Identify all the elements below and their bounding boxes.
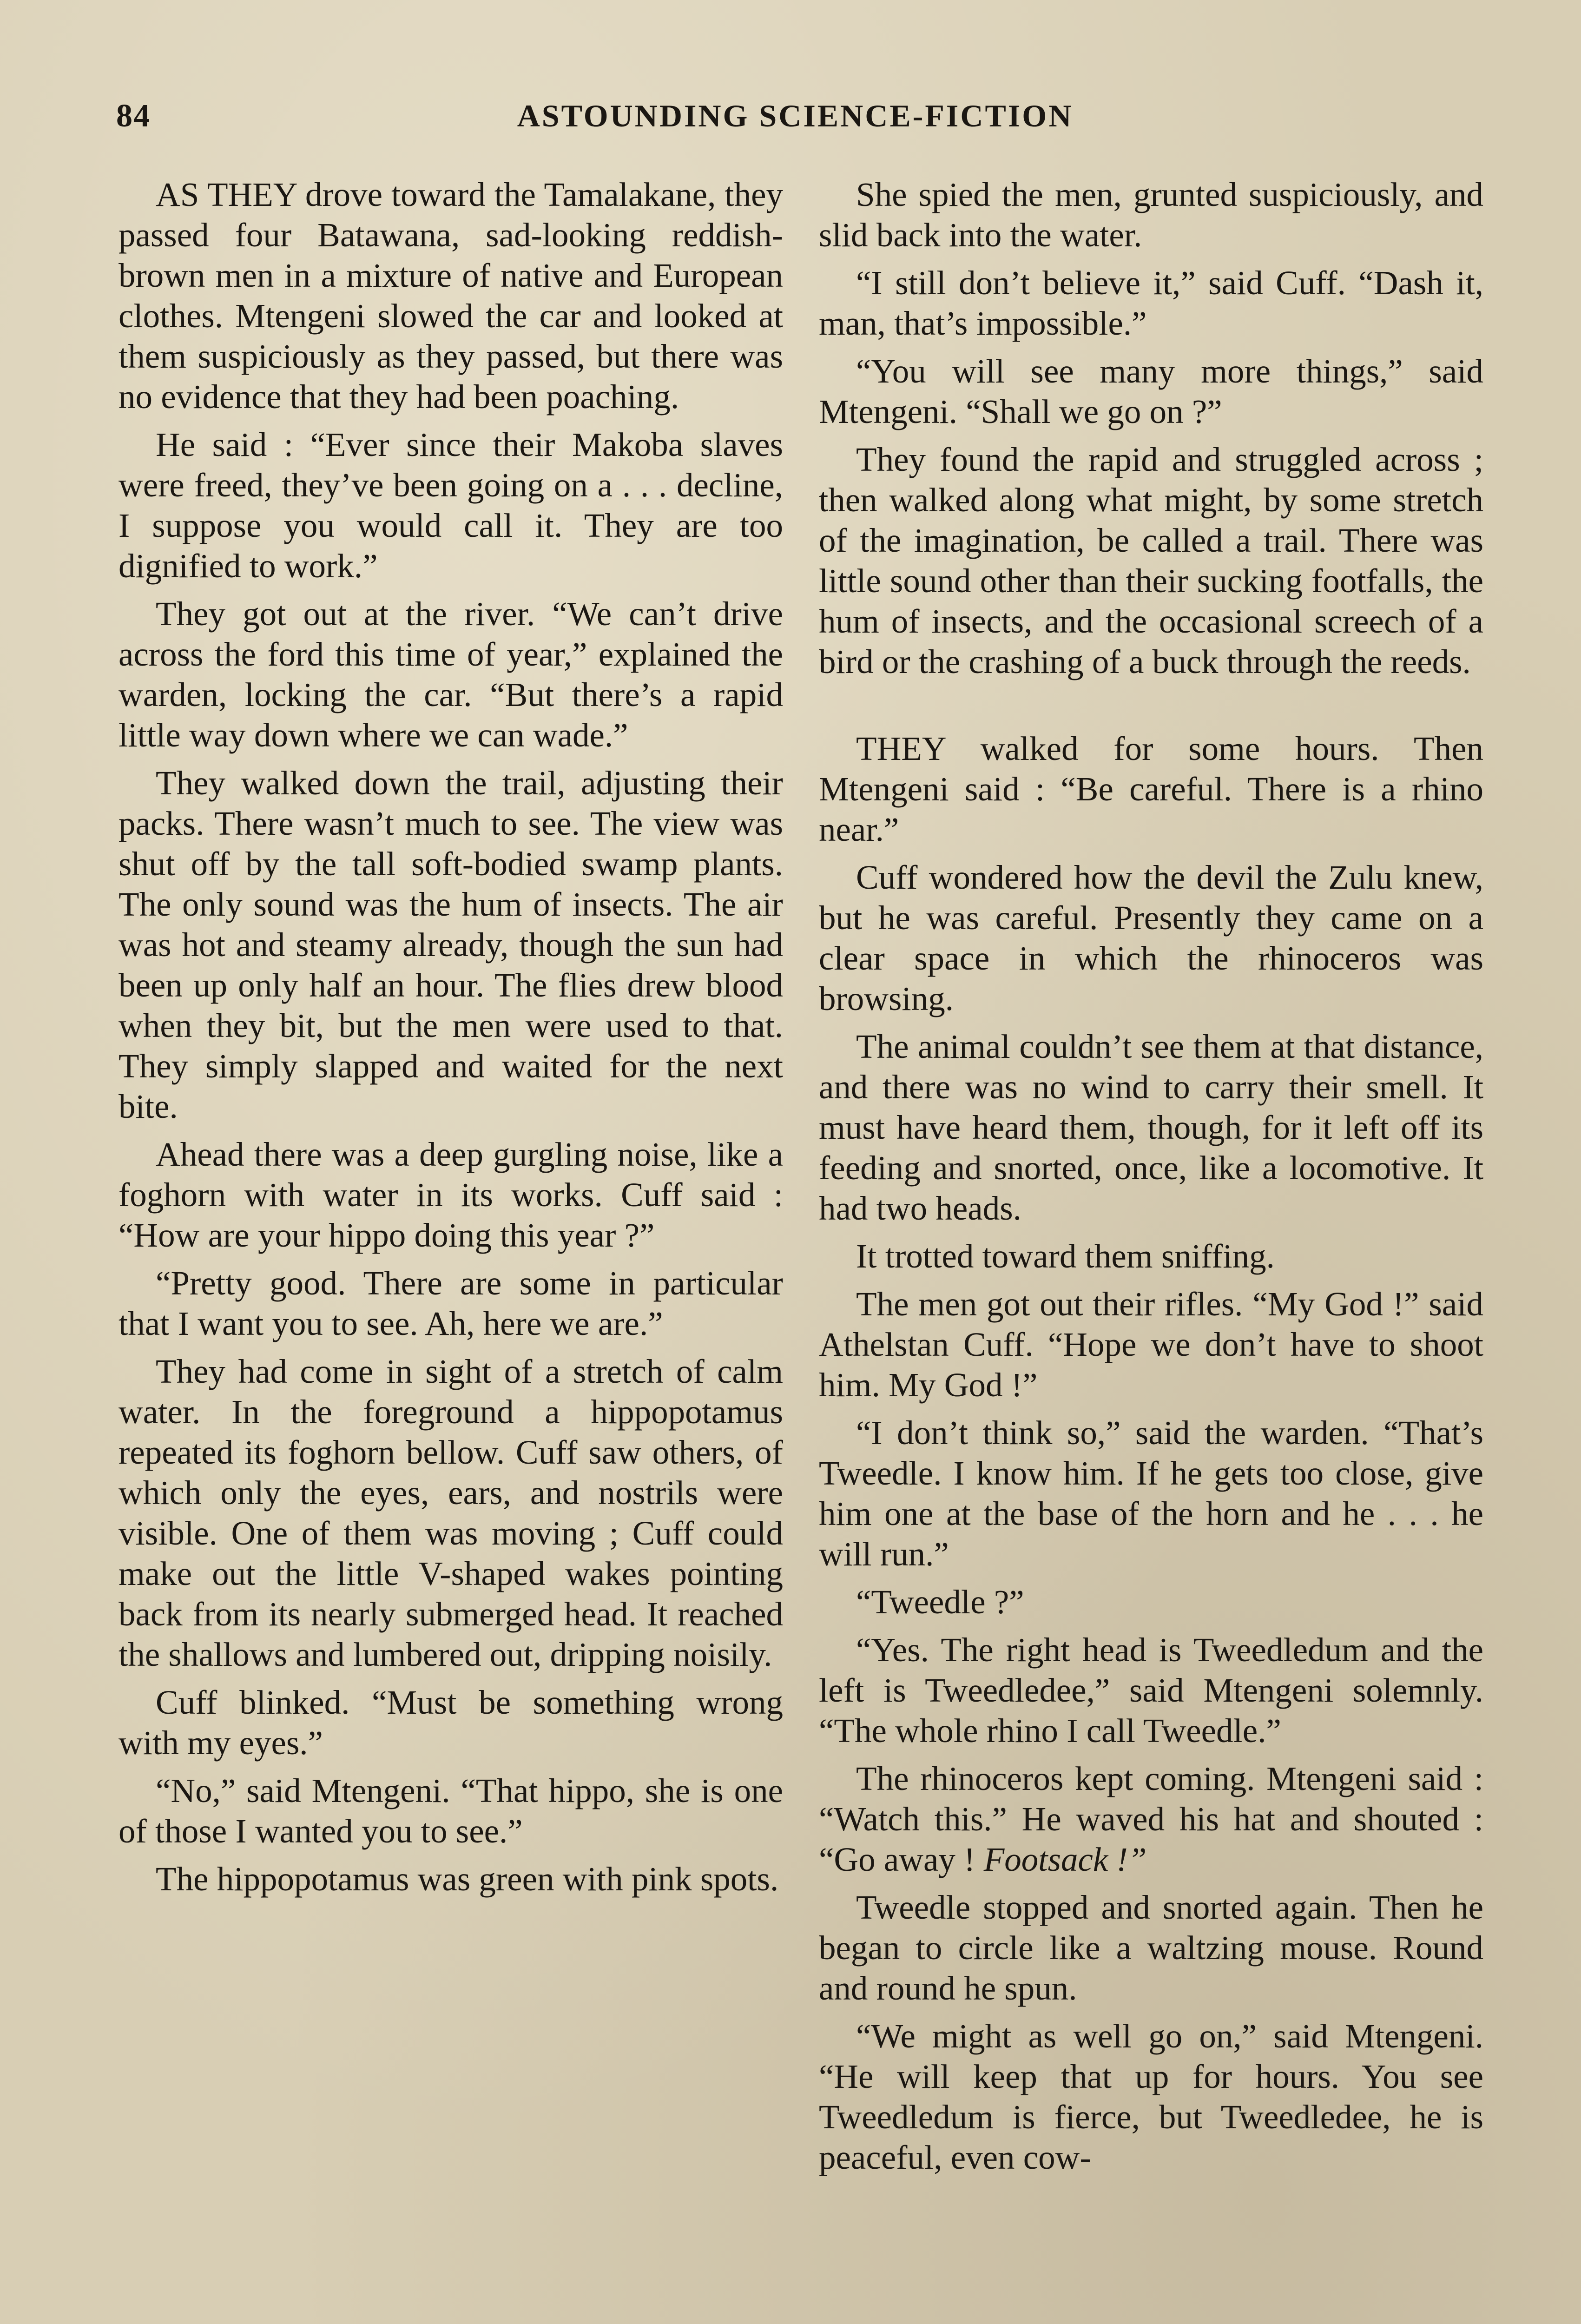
paragraph: Ahead there was a deep gurgling noise, like a foghorn with water in its works. Cuff said : “How are your hippo doing this year ?”: [119, 1136, 783, 1254]
italic-text: Footsack !”: [983, 1841, 1147, 1878]
paragraph: Cuff wondered how the devil the Zulu knew, but he was careful. Presently they came on a clear space in which the rhinoceros was browsing.: [819, 858, 1483, 1017]
paragraph: The men got out their rifles. “My God !” said Athelstan Cuff. “Hope we don’t have to shoot him. My God !”: [819, 1285, 1483, 1404]
paragraph-text: The rhinoceros kept coming. Mtengeni said : “Watch this.” He waved his hat and shouted : “Go away !: [819, 1760, 1483, 1878]
paragraph: “No,” said Mtengeni. “That hippo, she is one of those I wanted you to see.”: [119, 1772, 783, 1850]
paragraph: The animal couldn’t see them at that distance, and there was no wind to carry their smell. It must have heard them, though, for it left off its feeding and snorted, once, like a locomotive. It had two heads.: [819, 1028, 1483, 1227]
running-head: ASTOUNDING SCIENCE-FICTION: [517, 98, 1074, 133]
section-start-paragraph: THEY walked for some hours. Then Mtengeni said : “Be careful. There is a rhino near.”: [819, 730, 1483, 848]
paragraph: “I don’t think so,” said the warden. “That’s Tweedle. I know him. If he gets too close, give him one at the base of the horn and he . . . he will run.”: [819, 1414, 1483, 1573]
paragraph: The hippopotamus was green with pink spots.: [156, 1860, 779, 1898]
page-header: [116, 98, 1474, 139]
page-number: 84: [116, 98, 151, 134]
paragraph: Cuff blinked. “Must be something wrong with my eyes.”: [119, 1684, 783, 1762]
paragraph: They walked down the trail, adjusting their packs. There wasn’t much to see. The view was shut off by the tall soft-bodied swamp plants. The only sound was the hum of insects. The air was hot and steamy already, though the sun had been up only half an hour. The flies drew blood when they bit, but the men were used to that. They simply slapped and waited for the next bite.: [119, 764, 783, 1125]
paragraph: He said : “Ever since their Makoba slaves were freed, they’ve been going on a . . . decline, I suppose you would call it. They are too dignified to work.”: [119, 426, 783, 585]
paragraph: “Yes. The right head is Tweedledum and the left is Tweedledee,” said Mtengeni solemnly. “The whole rhino I call Tweedle.”: [819, 1631, 1483, 1750]
paragraph: “Pretty good. There are some in particular that I want you to see. Ah, here we are.”: [119, 1264, 783, 1342]
paragraph: “I still don’t believe it,” said Cuff. “Dash it, man, that’s impossible.”: [819, 264, 1483, 342]
paragraph: “You will see many more things,” said Mtengeni. “Shall we go on ?”: [819, 352, 1483, 430]
paragraph: “Tweedle ?”: [856, 1583, 1024, 1621]
left-column: [119, 174, 783, 1907]
paragraph: They found the rapid and struggled across ; then walked along what might, by some stretch of the imagination, be called a trail. There was little sound other than their sucking footfalls, the hum of insects, and the occasional screech of a bird or the crashing of a buck through the reeds.: [819, 441, 1483, 680]
paragraph: It trotted toward them sniffing.: [856, 1237, 1275, 1275]
right-column: [819, 174, 1483, 2185]
paragraph: AS THEY drove toward the Tamalakane, they passed four Batawana, sad-looking reddish-brown men in a mixture of native and European clothes. Mtengeni slowed the car and looked at them suspiciously as they passed, but there was no evidence that they had been poaching.: [119, 176, 783, 416]
paragraph: They got out at the river. “We can’t drive across the ford this time of year,” explained the warden, locking the car. “But there’s a rapid little way down where we can wade.”: [119, 595, 783, 754]
paragraph: “We might as well go on,” said Mtengeni. “He will keep that up for hours. You see Tweedledum is fierce, but Tweedledee, he is peaceful, even cow-: [819, 2017, 1483, 2176]
paragraph: Tweedle stopped and snorted again. Then he began to circle like a waltzing mouse. Round and round he spun.: [819, 1888, 1483, 2007]
paragraph: [819, 1758, 1483, 1880]
paragraph: They had come in sight of a stretch of calm water. In the foreground a hippopotamus repeated its foghorn bellow. Cuff saw others, of which only the eyes, ears, and nostrils were visible. One of them was moving ; Cuff could make out the little V-shaped wakes pointing back from its nearly submerged head. It reached the shallows and lumbered out, dripping noisily.: [119, 1353, 783, 1673]
paragraph: She spied the men, grunted suspiciously, and slid back into the water.: [819, 176, 1483, 254]
